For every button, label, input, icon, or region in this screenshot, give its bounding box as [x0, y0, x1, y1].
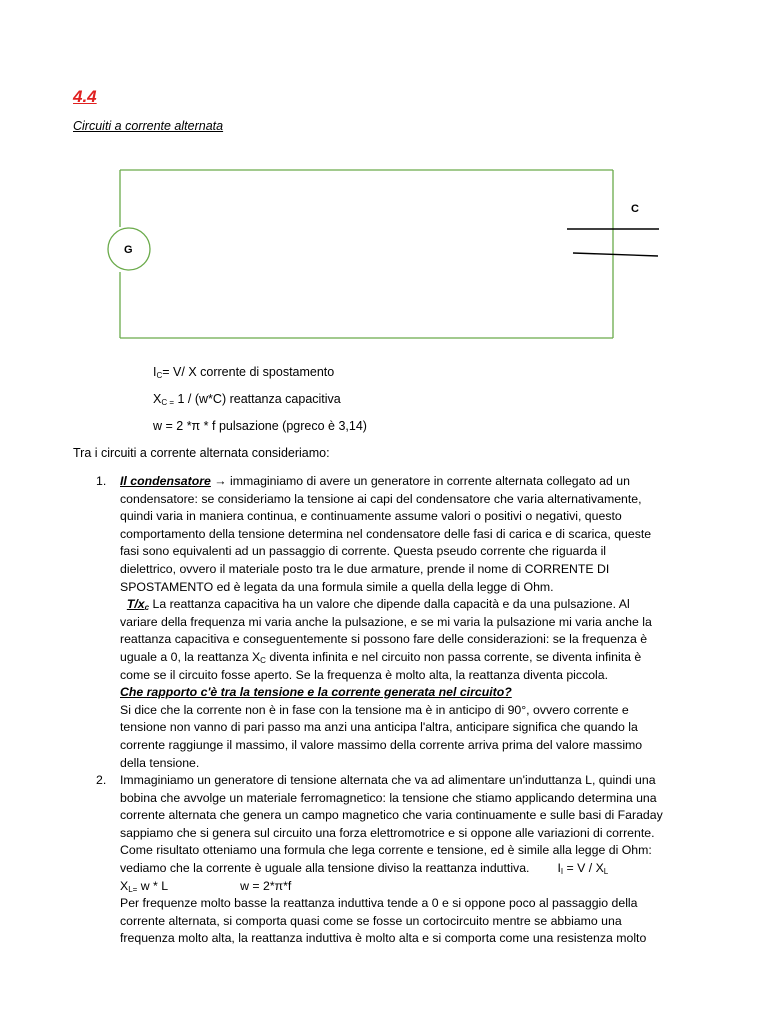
intro-paragraph: Tra i circuiti a corrente alternata consideriamo: — [73, 446, 330, 460]
pulsation-formula: w = 2*π*f — [240, 878, 292, 893]
formula-current: $I_C= V/$ X corrente di spostamento — [153, 365, 335, 380]
item-heading: Il condensatore — [120, 474, 211, 488]
capacitor-plate-bottom — [573, 253, 658, 256]
inductive-current-formula: $I_I = V / X_L$ — [557, 861, 609, 877]
question-heading: Che rapporto c'è tra la tensione e la corrente generata nel circuito? — [120, 685, 512, 700]
section-title: Circuiti a corrente alternata — [73, 119, 224, 133]
list-item-2: 2. Immaginiamo un generatore di tensione alternata che va ad alimentare un'induttanza L, quindi una bobina che avvolge un materiale ferromagnetico: la tensione che stiamo applicando determina una corrente alternata che genera un campo magnetico che varia continuamente e sulle basi di Faraday sappiamo che si genera sul circuito una forza elettromotrice e si oppone alle variazioni di corrente. Come risultato otteniamo una formula che lega corrente e tensione, ed è simile alla legge di Ohm: vediamo che la corrente è uguale alla tensione diviso la reattanza induttiva. $I_I = V / X_L$ $X_{L=}$ w * L w = 2*π*f Per frequenze molto basse la reattanza induttiva tende a 0 e si oppone poco al passaggio della corrente alternata, si comporta quasi come se fosse un cortocircuito mentre se abbiamo una frequenza molto alta, la reattanza induttiva è molto alta e si comporta come una resistenza molto — [96, 773, 663, 946]
list-number: 1. — [96, 474, 107, 488]
generator-label: G — [124, 244, 133, 256]
formula-pulsation: w = 2 *π * f pulsazione (pgreco è 3,14) — [153, 419, 367, 433]
circuit-diagram — [0, 0, 768, 360]
capacitor-label: C — [631, 203, 639, 215]
section-number: 4.4 — [73, 87, 97, 106]
list-number: 2. — [96, 773, 107, 788]
tx-label: $T/x_c$ — [126, 597, 150, 613]
formula-reactance: $X_{C =}$ 1 / (w*C) reattanza capacitiva — [153, 392, 341, 407]
list-item-1: 1. Il condensatore → immaginiamo di avere un generatore in corrente alternata collegato ad un condensatore: se consideriamo la tensione ai capi del condensatore che varia alternativamente, quindi varia in maniera continua, e continuamente assume valori o positivi o negativi, questo comportamento della tensione determina nel condensatore delle fasi di carica e di scarica, queste fasi sono equivalenti ad un passaggio di corrente. Questa pseudo corrente che riguarda il dielettrico, ovvero il materiale posto tra le due armature, prende il nome di CORRENTE DI SPOSTAMENTO ed è legata da una formula simile a quella della legge di Ohm. $T/x_c$ La reattanza capacitiva ha un valore che dipende dalla capacità e da una pulsazione. Al variare della frequenza mi varia anche la pulsazione, e se mi varia la pulsazione mi varia anche la reattanza capacitiva e conseguentemente si possono fare delle considerazioni: se la frequenza è uguale a 0, la reattanza $X_C$ diventa infinita e nel circuito non passa corrente, se diventa infinita è come se il circuito fosse aperto. Se la frequenza è molto alta, la reattanza diventa piccola. Che rapporto c'è tra la tensione e la corrente generata nel circuito? Si dice che la corrente non è in fase con la tensione ma è in anticipo di 90°, ovvero corrente e tensione non vanno di pari passo ma anzi una anticipa l'altra, anticipare significa che quando la corrente raggiunge il massimo, il valore massimo della corrente arriva prima del valore massimo della tensione. — [96, 473, 704, 772]
inductive-reactance-formula: $X_{L=}$ w * L — [120, 878, 169, 894]
numbered-list — [96, 473, 704, 948]
